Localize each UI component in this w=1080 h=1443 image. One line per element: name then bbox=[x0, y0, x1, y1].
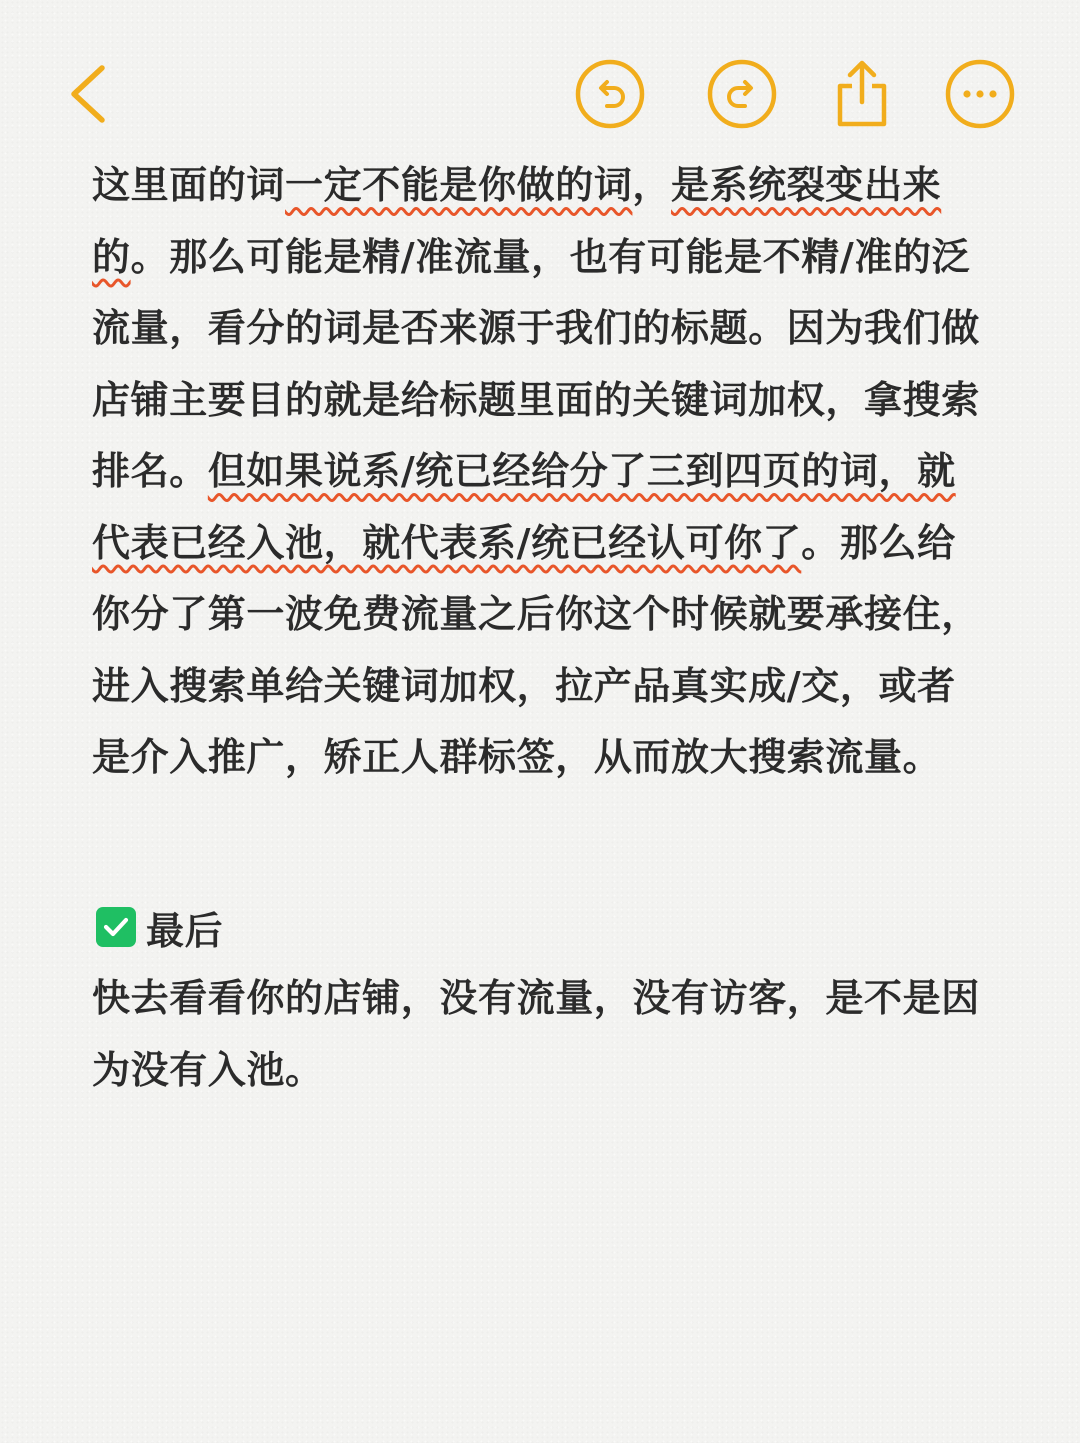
highlighted-text-run: 但如果说系/统已经给分了三到四页的词，就代表已经入池，就代表系/统已经认可你了 bbox=[92, 449, 956, 565]
back-chevron-icon[interactable] bbox=[56, 58, 128, 130]
section-heading bbox=[92, 892, 992, 964]
highlighted-text-run: 一定不能是你做的词 bbox=[285, 163, 633, 207]
note-paragraph: 快去看看你的店铺，没有流量，没有访客，是不是因为没有入池。 bbox=[92, 976, 980, 1092]
text-run: ， bbox=[632, 163, 672, 207]
text-run: 。那么给你分了第一波免费流量之后你这个时候就要承接住，进入搜索单给关键词加权，拉产品真实成/交，或者是介入推广，矫正人群标签，从而放大搜索流量。 bbox=[92, 520, 980, 779]
note-body[interactable] bbox=[92, 150, 992, 1106]
redo-icon[interactable] bbox=[706, 58, 778, 130]
checkmark-icon bbox=[96, 907, 136, 947]
section-title: 最后 bbox=[146, 908, 224, 953]
more-icon[interactable] bbox=[944, 58, 1016, 130]
undo-icon[interactable] bbox=[574, 58, 646, 130]
note-toolbar bbox=[0, 0, 1080, 150]
highlighted-text-run: 是系统裂变出来的 bbox=[92, 163, 942, 279]
text-run: 。那么可能是精/准流量，也有可能是不精/准的泛流量，看分的词是否来源于我们的标题。因为我们做店铺主要目的就是给标题里面的关键词加权，拿搜索排名。 bbox=[92, 234, 980, 493]
share-icon[interactable] bbox=[826, 58, 898, 130]
note-paragraph bbox=[92, 150, 992, 794]
text-run: 这里面的词 bbox=[92, 163, 286, 207]
